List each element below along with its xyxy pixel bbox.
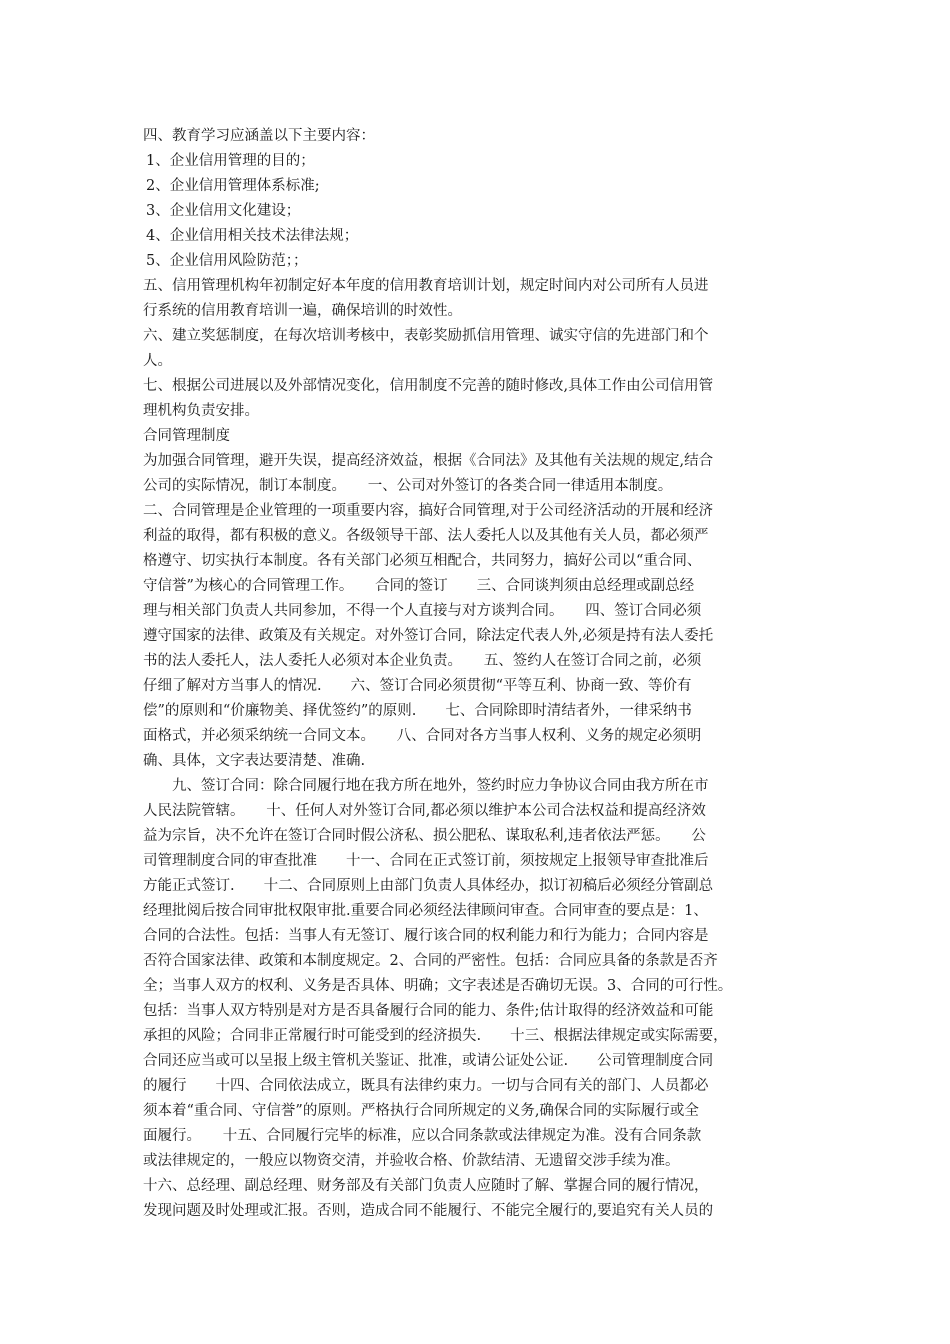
paragraph-line: 为加强合同管理，避开失误，提高经济效益，根据《合同法》及其他有关法规的规定,结合 (143, 453, 714, 469)
paragraph-line: 面格式，并必须采纳统一合同文本。 八、合同对各方当事人权利、义务的规定必须明 (143, 728, 702, 744)
paragraph-line: 的履行 十四、合同依法成立，既具有法律约束力。一切与合同有关的部门、人员都必 (143, 1078, 709, 1094)
paragraph-line: 发现问题及时处理或汇报。否则，造成合同不能履行、不能完全履行的,要追究有关人员的 (143, 1203, 714, 1219)
paragraph-line: 益为宗旨，决不允许在签订合同时假公济私、损公肥私、谋取私利,违者依法严惩。 公 (143, 828, 706, 844)
list-item: 5、企业信用风险防范；； (146, 253, 308, 269)
paragraph-line: 二、合同管理是企业管理的一项重要内容，搞好合同管理,对于公司经济活动的开展和经济 (143, 503, 714, 519)
paragraph-line: 仔细了解对方当事人的情况. 六、签订合同必须贯彻“平等互利、协商一致、等价有 (143, 678, 692, 694)
list-item: 4、企业信用相关技术法律法规； (146, 228, 359, 244)
paragraph-line: 十六、总经理、副总经理、财务部及有关部门负责人应随时了解、掌握合同的履行情况， (143, 1178, 709, 1194)
list-item: 2、企业信用管理体系标准; (146, 178, 320, 194)
paragraph-line: 否符合国家法律、政策和本制度规定。2、合同的严密性。包括：合同应具备的条款是否齐 (143, 953, 718, 969)
paragraph-line: 书的法人委托人，法人委托人必须对本企业负责。 五、签约人在签订合同之前，必须 (143, 653, 702, 669)
paragraph-line: 合同的合法性。包括：当事人有无签订、履行该合同的权利能力和行为能力；合同内容是 (143, 928, 709, 944)
paragraph-line: 人民法院管辖。 十、任何人对外签订合同,都必须以维护本公司合法权益和提高经济效 (143, 803, 706, 819)
paragraph-line: 守信誉”为核心的合同管理工作。 合同的签订 三、合同谈判须由总经理或副总经 (143, 578, 695, 594)
paragraph-line: 确、具体，文字表达要清楚、准确. (143, 753, 366, 769)
paragraph-line: 人。 (143, 353, 172, 369)
paragraph-line: 司管理制度合同的审查批准 十一、合同在正式签订前，须按规定上报领导审查批准后 (143, 853, 709, 869)
paragraph-line: 包括：当事人双方特别是对方是否具备履行合同的能力、条件;估计取得的经济效益和可能 (143, 1003, 714, 1019)
list-item: 3、企业信用文化建设； (146, 203, 301, 219)
paragraph-line: 格遵守、切实执行本制度。各有关部门必须互相配合，共同努力，搞好公司以“重合同、 (143, 553, 702, 569)
paragraph-line: 行系统的信用教育培训一遍，确保培训的时效性。 (143, 303, 462, 319)
paragraph-line: 理与相关部门负责人共同参加，不得一个人直接与对方谈判合同。 四、签订合同必须 (143, 603, 702, 619)
paragraph-line: 遵守国家的法律、政策及有关规定。对外签订合同，除法定代表人外,必须是持有法人委托 (143, 628, 714, 644)
paragraph-line: 经理批阅后按合同审批权限审批.重要合同必须经法律顾问审查。合同审查的要点是：1、 (143, 903, 708, 919)
paragraph-line: 全；当事人双方的权利、义务是否具体、明确；文字表述是否确切无误。3、合同的可行性。 (143, 978, 733, 994)
section-heading-four: 四、教育学习应涵盖以下主要内容： (143, 128, 375, 144)
paragraph-line: 方能正式签订. 十二、合同原则上由部门负责人具体经办，拟订初稿后必须经分管副总 (143, 878, 714, 894)
section-title: 合同管理制度 (143, 428, 230, 444)
paragraph-line: 承担的风险；合同非正常履行时可能受到的经济损失. 十三、根据法律规定或实际需要， (143, 1028, 728, 1044)
paragraph-line: 六、建立奖惩制度，在每次培训考核中，表彰奖励抓信用管理、诚实守信的先进部门和个 (143, 328, 709, 344)
list-item: 1、企业信用管理的目的； (146, 153, 315, 169)
paragraph-line: 偿”的原则和“价廉物美、择优签约”的原则. 七、合同除即时清结者外，一律采纳书 (143, 703, 692, 719)
paragraph-line: 九、签订合同：除合同履行地在我方所在地外，签约时应力争协议合同由我方所在市 (143, 778, 709, 794)
paragraph-line: 利益的取得，都有积极的意义。各级领导干部、法人委托人以及其他有关人员，都必须严 (143, 528, 709, 544)
paragraph-line: 面履行。 十五、合同履行完毕的标准，应以合同条款或法律规定为准。没有合同条款 (143, 1128, 702, 1144)
paragraph-line: 合同还应当或可以呈报上级主管机关鉴证、批准，或请公证处公证. 公司管理制度合同 (143, 1053, 714, 1069)
paragraph-line: 公司的实际情况，制订本制度。 一、公司对外签订的各类合同一律适用本制度。 (143, 478, 673, 494)
paragraph-line: 须本着“重合同、守信誉”的原则。严格执行合同所规定的义务,确保合同的实际履行或全 (143, 1103, 699, 1119)
paragraph-line: 理机构负责安排。 (143, 403, 259, 419)
paragraph-line: 五、信用管理机构年初制定好本年度的信用教育培训计划，规定时间内对公司所有人员进 (143, 278, 709, 294)
paragraph-line: 七、根据公司进展以及外部情况变化，信用制度不完善的随时修改,具体工作由公司信用管 (143, 378, 714, 394)
document-body (143, 124, 811, 1224)
paragraph-line: 或法律规定的，一般应以物资交清，并验收合格、价款结清、无遗留交涉手续为准。 (143, 1153, 680, 1169)
